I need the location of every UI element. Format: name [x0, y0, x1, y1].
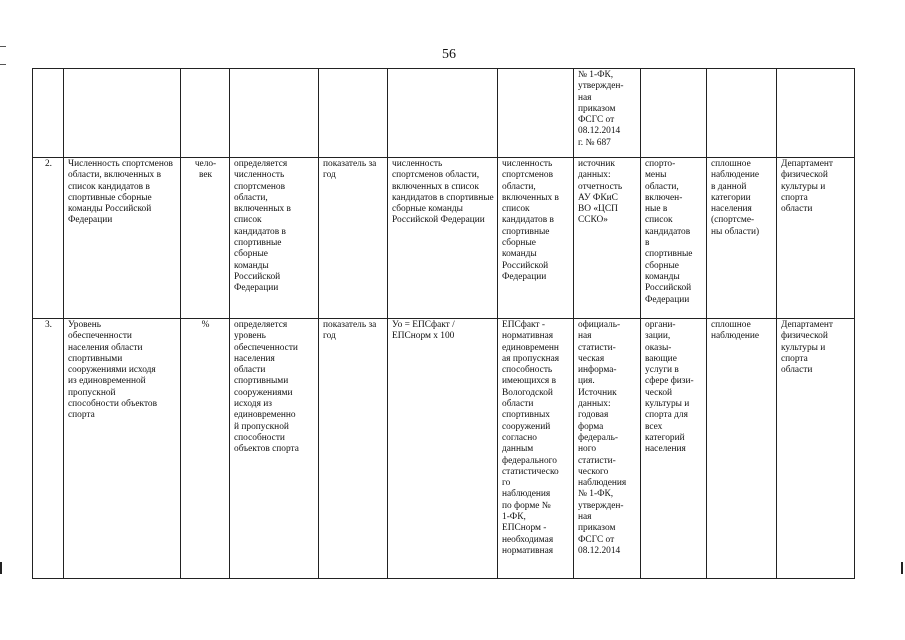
- formula-cell: численность спортсменов области, включенных в список кандидатов в спортивные сборные команды Российской Федерации: [388, 158, 498, 319]
- formula-cell: Уо = ЕПСфакт / ЕПСнорм х 100: [388, 319, 498, 579]
- method-cell: сплошное наблюдение в данной категории населения (спортсме- ны области): [707, 158, 777, 319]
- indicators-cell: ЕПСфакт - нормативная единовременн ая пропускная способность имеющихся в Вологодской области спортивных сооружений согласно данным федерального статистическо го наблюдения по форме № 1-ФК, ЕПСнорм - необходимая нормативная: [498, 319, 574, 579]
- source-cell: источник данных: отчетность АУ ФКиС ВО «ЦСП ССКО»: [574, 158, 641, 319]
- page-number: 56: [442, 47, 456, 62]
- row-number: 2.: [33, 158, 64, 319]
- margin-mark-left: [0, 562, 2, 574]
- object-cell: спорто- мены области, включен- ные в список кандидатов в спортивные сборные команды Российской Федерации: [641, 158, 707, 319]
- table-row: [33, 158, 855, 319]
- table-row: [33, 69, 855, 158]
- indicator-name: [64, 69, 181, 158]
- table-body: [33, 69, 855, 579]
- method-cell: [707, 69, 777, 158]
- responsible-cell: [777, 69, 855, 158]
- definition-cell: [230, 69, 319, 158]
- row-number: [33, 69, 64, 158]
- period-cell: [319, 69, 388, 158]
- object-cell: [641, 69, 707, 158]
- margin-mark-right: [901, 562, 903, 574]
- formula-cell: [388, 69, 498, 158]
- indicators-cell: [498, 69, 574, 158]
- unit-cell: %: [181, 319, 230, 579]
- period-cell: показатель за год: [319, 319, 388, 579]
- source-cell: официаль- ная статисти- ческая информа- ция. Источник данных: годовая форма федераль- ного статисти- ческого наблюдения № 1-ФК, утвержден- ная приказом ФСГС от 08.12.2014: [574, 319, 641, 579]
- indicators-cell: численность спортсменов области, включенных в список кандидатов в спортивные сборные команды Российской Федерации: [498, 158, 574, 319]
- unit-cell: [181, 69, 230, 158]
- definition-cell: определяется численность спортсменов области, включенных в список кандидатов в спортивные сборные команды Российской Федерации: [230, 158, 319, 319]
- table-row: [33, 319, 855, 579]
- method-cell: сплошное наблюдение: [707, 319, 777, 579]
- unit-cell: чело- век: [181, 158, 230, 319]
- responsible-cell: Департамент физической культуры и спорта области: [777, 158, 855, 319]
- object-cell: органи- зации, оказы- вающие услуги в сфере физи- ческой культуры и спорта для всех категорий населения: [641, 319, 707, 579]
- period-cell: показатель за год: [319, 158, 388, 319]
- indicator-name: Уровень обеспеченности населения области спортивными сооружениями исходя из единовременной пропускной способности объектов спорта: [64, 319, 181, 579]
- definition-cell: определяется уровень обеспеченности населения области спортивными сооружениями исходя из единовременно й пропускной способности объектов спорта: [230, 319, 319, 579]
- margin-tick-top-2: [0, 64, 6, 65]
- responsible-cell: Департамент физической культуры и спорта области: [777, 319, 855, 579]
- source-cell: № 1-ФК, утвержден- ная приказом ФСГС от 08.12.2014 г. № 687: [574, 69, 641, 158]
- margin-tick-top: [0, 46, 6, 47]
- row-number: 3.: [33, 319, 64, 579]
- indicator-name: Численность спортсменов области, включенных в список кандидатов в спортивные сборные команды Российской Федерации: [64, 158, 181, 319]
- indicators-table: [32, 68, 855, 579]
